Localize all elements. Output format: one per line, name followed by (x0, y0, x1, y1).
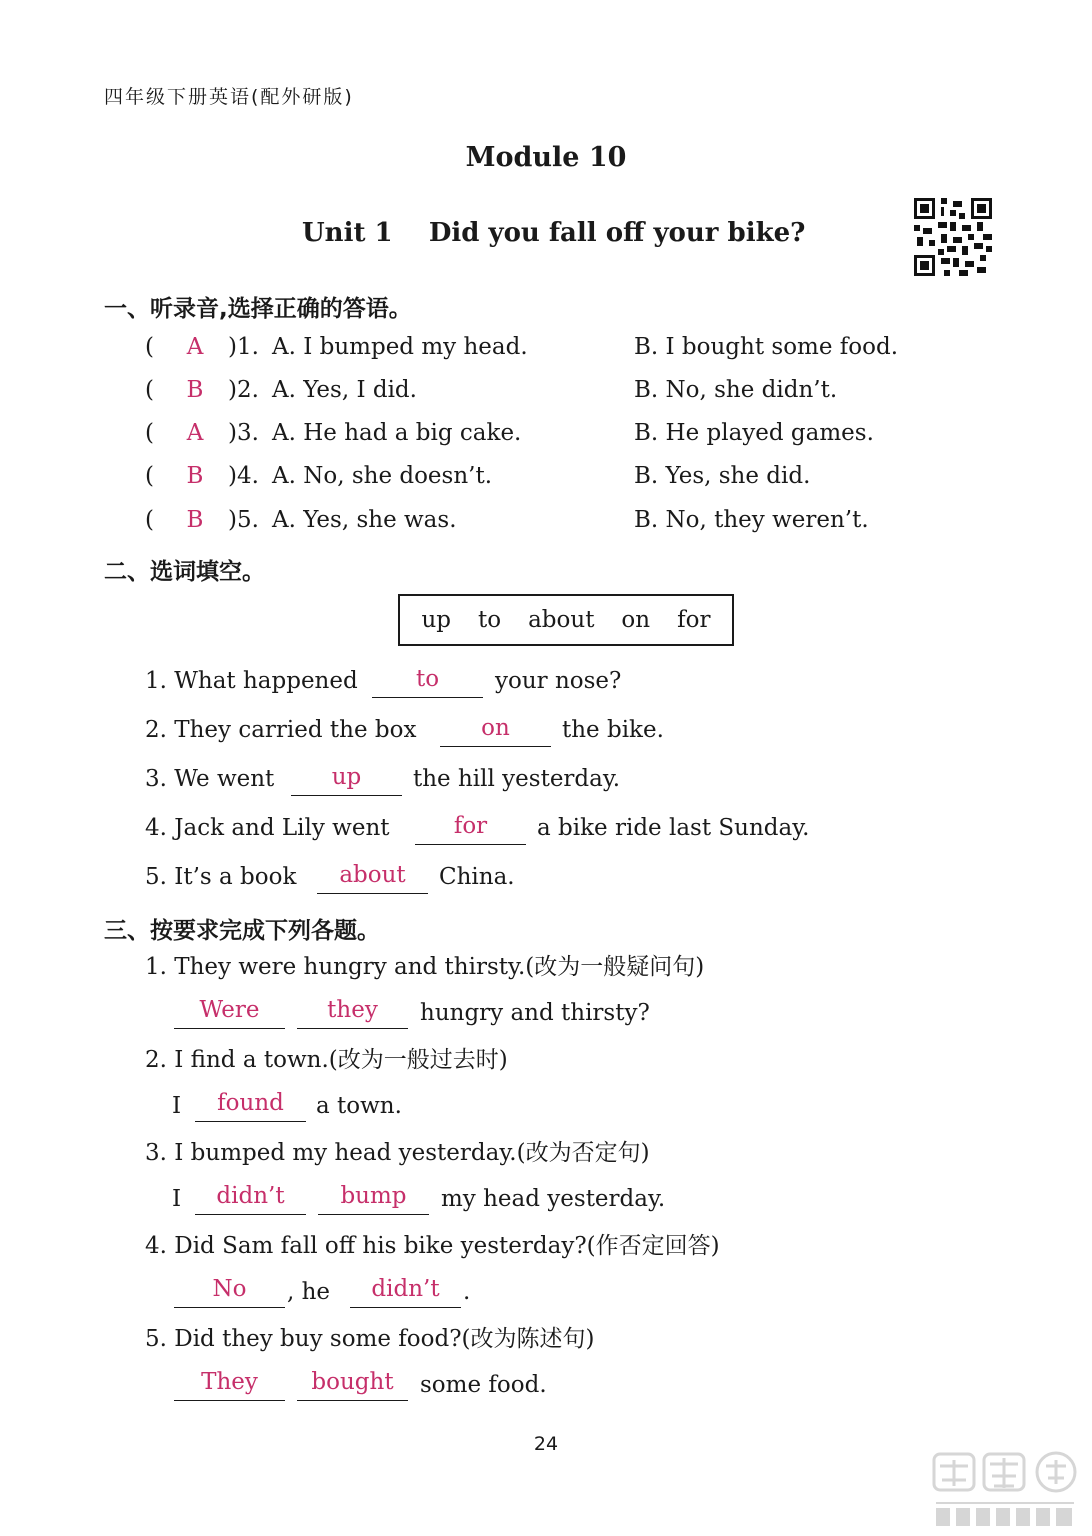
fill-answer: about (339, 862, 406, 888)
fill-sentence-start: 1. What happened (145, 668, 358, 694)
page-number: 24 (533, 1433, 559, 1455)
task-answer: They (201, 1369, 258, 1395)
task-sentence-end: . (463, 1279, 471, 1305)
section2-heading: 二、选词填空。 (104, 559, 265, 585)
task-answer: bought (311, 1369, 394, 1395)
fill-answer: on (481, 715, 510, 741)
choice-option-a: A. Yes, she was. (272, 507, 457, 533)
choice-number: )5. (228, 507, 259, 533)
task-answer: Were (199, 997, 260, 1023)
choice-option-a: A. I bumped my head. (272, 334, 528, 360)
choice-open-paren: ( (145, 377, 154, 403)
fill-blank (440, 716, 551, 747)
task-answer: didn’t (371, 1276, 440, 1302)
task-blank (174, 1370, 285, 1401)
task-answer: found (217, 1090, 284, 1116)
choice-number: )2. (228, 377, 259, 403)
choice-option-a: A. No, she doesn’t. (272, 463, 493, 489)
section1-heading: 一、听录音,选择正确的答语。 (104, 296, 412, 322)
choice-open-paren: ( (145, 334, 154, 360)
choice-answer: B (186, 463, 204, 489)
task-blank (195, 1091, 306, 1122)
choice-open-paren: ( (145, 420, 154, 446)
choice-open-paren: ( (145, 463, 154, 489)
task-question: 5. Did they buy some food?(改为陈述句) (145, 1326, 595, 1352)
choice-open-paren: ( (145, 507, 154, 533)
task-blank (350, 1277, 461, 1308)
fill-sentence-start: 5. It’s a book (145, 864, 297, 890)
fill-sentence-end: the bike. (562, 717, 664, 743)
choice-answer: A (186, 420, 204, 446)
task-blank (195, 1184, 306, 1215)
fill-sentence-start: 2. They carried the box (145, 717, 417, 743)
choice-answer: B (186, 507, 204, 533)
fill-sentence-end: your nose? (495, 668, 622, 694)
choice-option-b: B. No, they weren’t. (634, 507, 869, 533)
fill-sentence-end: China. (439, 864, 515, 890)
watermark-logo (928, 1448, 1082, 1530)
word-bank (398, 594, 734, 646)
choice-option-b: B. No, she didn’t. (634, 377, 838, 403)
fill-blank (317, 863, 428, 894)
task-question: 4. Did Sam fall off his bike yesterday?(作否定回答) (145, 1233, 720, 1259)
task-question: 2. I find a town.(改为一般过去时) (145, 1047, 508, 1073)
section3-heading: 三、按要求完成下列各题。 (104, 918, 380, 944)
choice-number: )4. (228, 463, 259, 489)
choice-option-b: B. I bought some food. (634, 334, 899, 360)
fill-sentence-end: the hill yesterday. (413, 766, 621, 792)
choice-option-a: A. He had a big cake. (272, 420, 522, 446)
task-question: 3. I bumped my head yesterday.(改为否定句) (145, 1140, 650, 1166)
task-sentence-start: I (172, 1093, 182, 1119)
task-blank (297, 998, 408, 1029)
word-bank-word: on (621, 607, 651, 633)
word-bank-word: to (478, 607, 502, 633)
module-title: Module 10 (465, 142, 627, 173)
choice-number: )3. (228, 420, 259, 446)
qr-code-icon[interactable] (914, 198, 992, 276)
word-bank-word: about (528, 607, 595, 633)
word-bank-word: for (677, 607, 711, 633)
choice-answer: B (186, 377, 204, 403)
fill-sentence-end: a bike ride last Sunday. (537, 815, 810, 841)
task-answer: they (327, 997, 378, 1023)
fill-sentence-start: 3. We went (145, 766, 275, 792)
choice-number: )1. (228, 334, 259, 360)
fill-answer: to (415, 666, 440, 692)
header-label: 四年级下册英语(配外研版) (104, 86, 354, 108)
choice-option-b: B. He played games. (634, 420, 874, 446)
task-sentence-start: I (172, 1186, 182, 1212)
task-sentence-middle: , he (287, 1279, 331, 1305)
task-sentence-end: hungry and thirsty? (420, 1000, 650, 1026)
task-answer: didn’t (216, 1183, 285, 1209)
task-answer: No (212, 1276, 247, 1302)
task-answer: bump (340, 1183, 407, 1209)
choice-option-b: B. Yes, she did. (634, 463, 811, 489)
choice-option-a: A. Yes, I did. (272, 377, 417, 403)
task-blank (174, 998, 285, 1029)
fill-answer: up (331, 764, 362, 790)
fill-answer: for (453, 813, 488, 839)
task-sentence-end: my head yesterday. (441, 1186, 666, 1212)
task-sentence-end: some food. (420, 1372, 547, 1398)
unit-title: Unit 1 Did you fall off your bike? (302, 218, 806, 248)
task-question: 1. They were hungry and thirsty.(改为一般疑问句) (145, 954, 705, 980)
fill-sentence-start: 4. Jack and Lily went (145, 815, 390, 841)
task-sentence-end: a town. (316, 1093, 402, 1119)
fill-blank (372, 667, 483, 698)
fill-blank (291, 765, 402, 796)
choice-answer: A (186, 334, 204, 360)
task-blank (297, 1370, 408, 1401)
word-bank-word: up (421, 607, 452, 633)
task-blank (318, 1184, 429, 1215)
fill-blank (415, 814, 526, 845)
task-blank (174, 1277, 285, 1308)
